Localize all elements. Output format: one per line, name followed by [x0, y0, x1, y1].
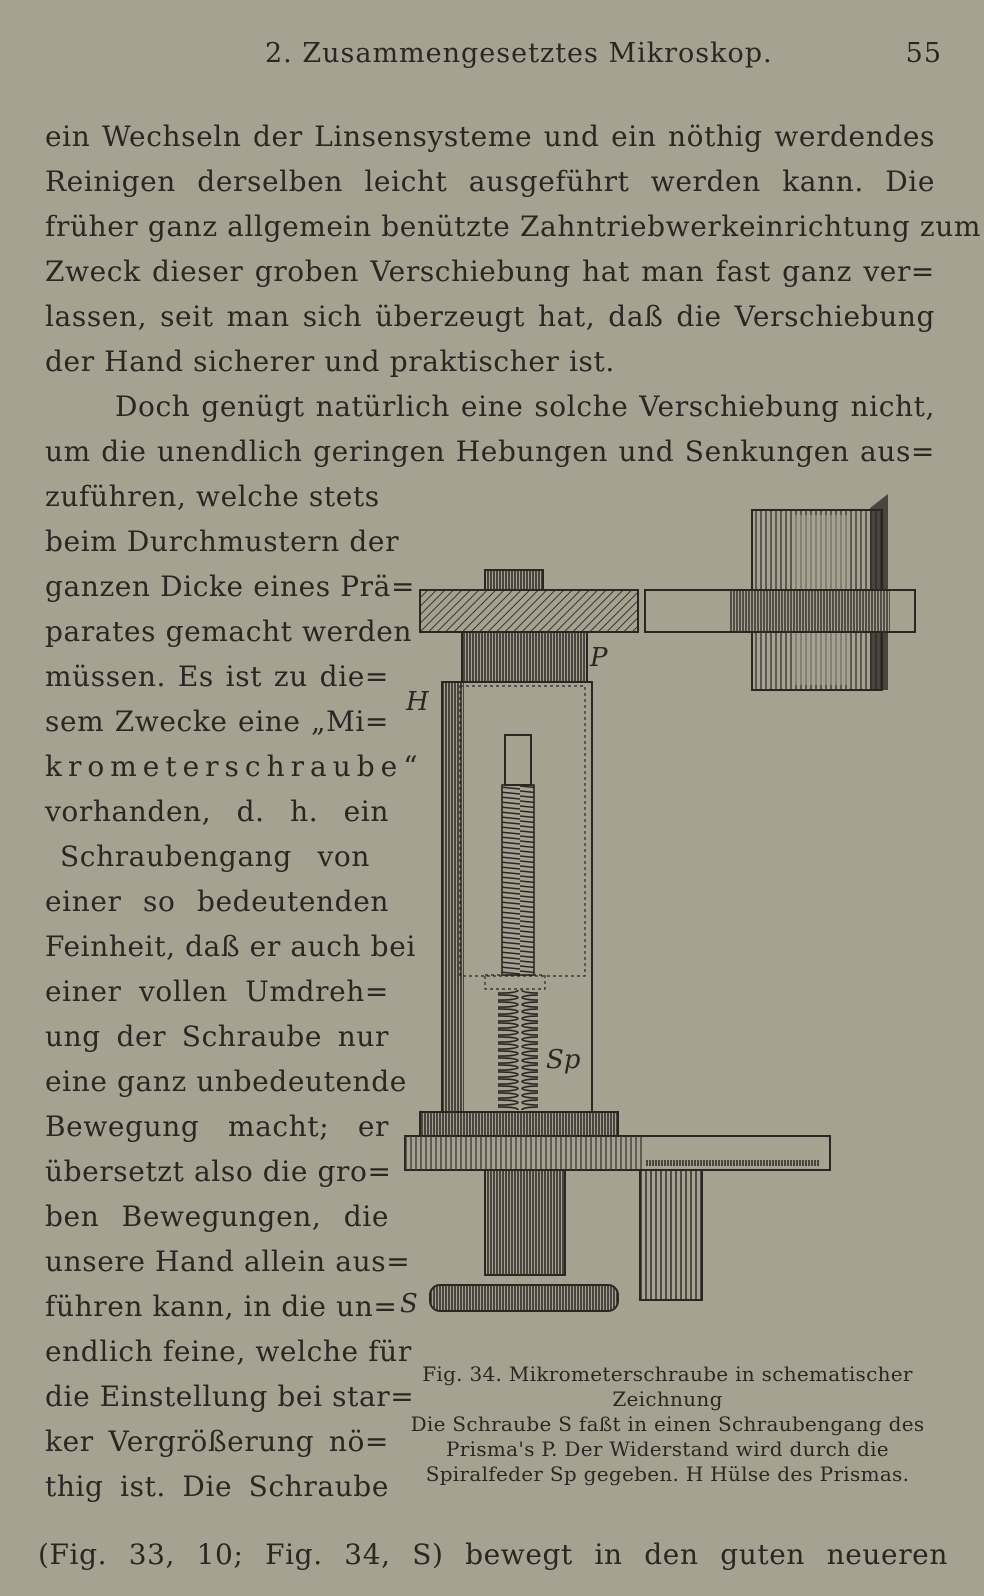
text-line: beim Durchmustern der	[45, 525, 400, 558]
text-line: sem Zwecke eine „Mi=	[45, 705, 389, 738]
text-line: ganzen Dicke eines Prä=	[45, 570, 416, 603]
text-line: ben Bewegungen, die	[45, 1200, 389, 1233]
text-line: führen kann, in die un=	[45, 1290, 398, 1323]
caption-title: Fig. 34. Mikrometerschraube in schematischer Zeichnung	[422, 1362, 913, 1411]
running-header	[0, 38, 984, 78]
text-line: krometerschraube“	[45, 750, 424, 783]
text-line: Zweck dieser groben Verschiebung hat man fast ganz ver=	[45, 255, 935, 288]
text-line: zuführen, welche stets	[45, 480, 380, 513]
label-screw: S	[400, 1289, 418, 1319]
text-line: einer vollen Umdreh=	[45, 975, 389, 1008]
label-prism: P	[590, 643, 608, 673]
text-line: Feinheit, daß er auch bei	[45, 930, 416, 963]
text-line: Schraubengang von	[60, 840, 370, 873]
text-line: ein Wechseln der Linsensysteme und ein nöthig werdendes	[45, 120, 935, 153]
label-spring: Sp	[546, 1045, 581, 1075]
text-line: Bewegung macht; er	[45, 1110, 389, 1143]
text-line: einer so bedeutenden	[45, 885, 389, 918]
text-line: müssen. Es ist zu die=	[45, 660, 389, 693]
text-line: um die unendlich geringen Hebungen und Senkungen aus=	[45, 435, 935, 468]
caption-description: Die Schraube S faßt in einen Schraubengang des Prisma's P. Der Widerstand wird durch die Spiralfeder Sp gegeben. H Hülse des Prismas.	[410, 1412, 925, 1486]
text-line: lassen, seit man sich überzeugt hat, daß die Verschiebung	[45, 300, 935, 333]
text-line: (Fig. 33, 10; Fig. 34, S) bewegt in den guten neueren	[38, 1538, 948, 1571]
text-line: der Hand sicherer und praktischer ist.	[45, 345, 615, 378]
text-line: thig ist. Die Schraube	[45, 1470, 389, 1503]
text-line: ker Vergrößerung nö=	[45, 1425, 389, 1458]
section-title: 2. Zusammengesetztes Mikroskop.	[265, 38, 773, 69]
label-sleeve: H	[406, 687, 429, 717]
text-line: Reinigen derselben leicht ausgeführt werden kann. Die	[45, 165, 935, 198]
text-line: unsere Hand allein aus=	[45, 1245, 411, 1278]
text-line: parates gemacht werden	[45, 615, 413, 648]
micrometer-screw-figure	[400, 490, 940, 1330]
page-number: 55	[905, 38, 942, 69]
text-line: eine ganz unbedeutende	[45, 1065, 407, 1098]
text-line: übersetzt also die gro=	[45, 1155, 392, 1188]
text-line: die Einstellung bei star=	[45, 1380, 415, 1413]
text-line: ung der Schraube nur	[45, 1020, 389, 1053]
text-line: endlich feine, welche für	[45, 1335, 412, 1368]
figure-caption	[395, 1362, 940, 1487]
text-line: früher ganz allgemein benützte Zahntriebwerkeinrichtung zum	[45, 210, 982, 243]
text-line: vorhanden, d. h. ein	[45, 795, 389, 828]
text-line: Doch genügt natürlich eine solche Verschiebung nicht,	[115, 390, 935, 423]
